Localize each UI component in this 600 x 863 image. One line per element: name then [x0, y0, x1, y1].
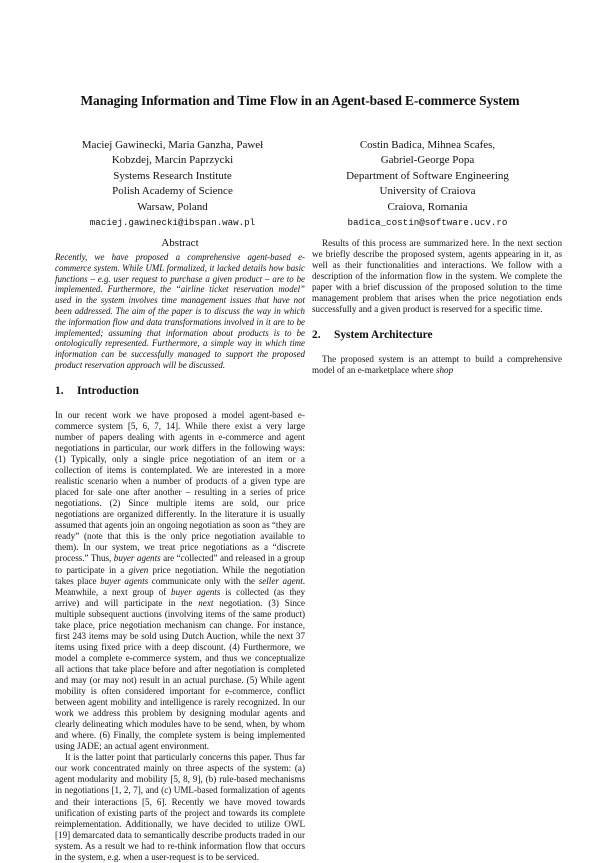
author-block-left	[55, 138, 290, 230]
author-names: Maciej Gawinecki, Maria Ganzha, Paweł	[81, 139, 264, 151]
author-institution: Systems Research Institute	[113, 169, 232, 182]
abstract-heading: Abstract	[161, 237, 199, 249]
author-block-right	[310, 138, 545, 230]
section-heading-architecture: 2. System Architecture	[312, 329, 433, 342]
author-names: Gabriel-George Popa	[380, 154, 475, 167]
left-column	[55, 238, 305, 863]
author-city: Warsaw, Poland	[137, 200, 208, 213]
section-heading-introduction: 1. Introduction	[55, 384, 139, 397]
paper-title: Managing Information and Time Flow in an Agent-based E-commerce System	[80, 93, 520, 108]
author-email: maciej.gawinecki@ibspan.waw.pl	[89, 217, 256, 229]
author-institution: University of Craiova	[379, 185, 476, 198]
author-email: badica_costin@software.ucv.ro	[347, 217, 508, 229]
author-institution: Polish Academy of Science	[112, 185, 233, 198]
author-institution: Department of Software Engineering	[346, 169, 509, 182]
intro-paragraph-3: Results of this process are summarized here. In the next section we briefly describe the proposed system, agents appearing in it, as well as their functionalities and interactions. We follow with a description of the information flow in the system. We complete the paper with a brief discussion of the proposed solution to the time management problem that arises when the price negotiation ends successfully and a given product is reserved for a specific time.	[312, 238, 562, 315]
intro-paragraph-2: It is the latter point that particularly concerns this paper. Thus far our work concentrated mainly on three aspects of the system: (a) agent modularity and mobility [5, 8, 9], (b) rule-based mechanisms in negotiations [1, 2, 7], and (c) UML-based formalization of agents and their interactions [5, 6]. Recently we have moved towards unification of existing parts of the project and towards its complete reimplementation. Additionally, we have decided to utilize OWL [19] demarcated data to semantically describe products traded in our system. As a result we had to re-think information flow that occurs in the system, e.g. when a user-request is to be serviced.	[55, 752, 305, 862]
author-names: Costin Badica, Mihnea Scafes,	[359, 139, 496, 151]
author-names: Kobzdej, Marcin Paprzycki	[111, 154, 234, 167]
abstract-text: Recently, we have proposed a comprehensive agent-based e-commerce system. While UML formalized, it lacked details how basic functions – e.g. user request to purchase a given product – are to be implemented. Furthermore, the “airline ticket reservation model” used in the system involves time management issues that have not been addressed. The aim of the paper is to discuss the way in which the information flow and data transformations involved in it are to be implemented; assuming that information about products is to be ontologically represented. Furthermore, a simple way in which time information can be successfully managed to support the proposed product reservation approach will be discussed.	[55, 252, 305, 371]
author-city: Craiova, Romania	[387, 200, 468, 213]
intro-paragraph-1: In our recent work we have proposed a model agent-based e-commerce system [5, 6, 7, 14]. While there exist a very large number of papers dealing with agents in e-commerce and agent negotiations in particular, our work differs in the following ways: (1) Typically, only a single price negotiation of an item or a collection of items is contemplated. We are interested in a more realistic scenario when a number of products of a given type are placed for sale one after another – resulting in a series of price negotiations. (2) Since multiple items are sold, our price negotiations are organized differently. In the literature it is usually assumed that agents join an ongoing negotiation as soon as “they are ready” (note that this is the only price negotiation available to them). In our system, we treat price negotiations as a “discrete process.” Thus, buyer agents are “collected” and released in a group to participate in a given price negotiation. While the negotiation takes place buyer agents communicate only with the seller agent. Meanwhile, a next group of buyer agents is collected (as they arrive) and will participate in the next negotiation. (3) Since multiple subsequent auctions (involving items of the same product) take place, price negotiation mechanism can change. For instance, first 243 items may be sold using Dutch Auction, while the next 37 items using fixed price with a deep discount. (4) Furthermore, we model a complete e-commerce system, and thus we conceptualize all actions that take place before and after negotiation is completed and may (or may not) result in an actual purchase. (5) While agent mobility is often considered important for e-commerce, conflict between agent mobility and intelligence is rarely recognized. In our work we address this problem by designing modular agents and clearly delineating which modules have to be send, when, by whom and where. (6) Finally, the complete system is being implemented using JADE; an actual agent environment.	[55, 409, 306, 752]
right-column	[312, 238, 562, 376]
architecture-paragraph-1: The proposed system is an attempt to build a comprehensive model of an e-marketplace where shop	[312, 354, 562, 376]
